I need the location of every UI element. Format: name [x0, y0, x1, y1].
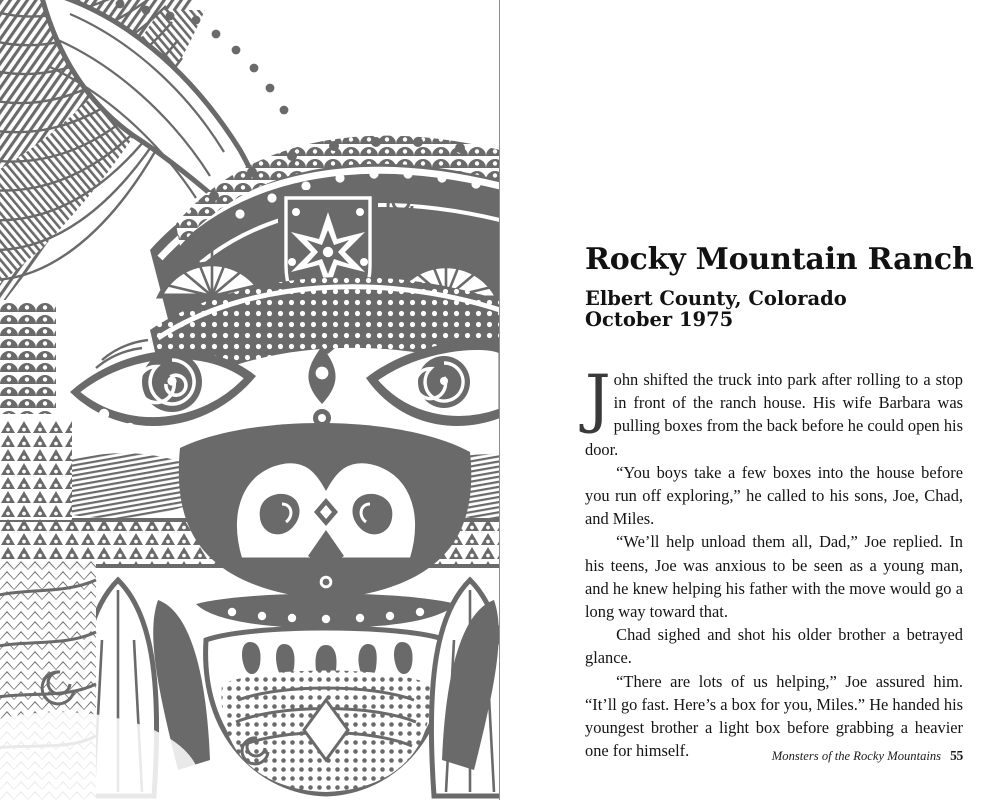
chapter-subtitle — [585, 288, 963, 330]
paragraph-4: Chad sighed and shot his older brother a betrayed glance. — [585, 625, 963, 668]
running-head-title: Monsters of the Rocky Mountains — [771, 749, 942, 763]
chapter-subtitle-location: Elbert County, Colorado — [585, 287, 847, 310]
chapter-subtitle-date: October 1975 — [585, 308, 734, 331]
paragraph-5: “There are lots of us helping,” Joe assured him. “It’ll go fast. Here’s a box for you, Miles.” He handed his youngest brother a light box before grabbing a heavier one for himself. — [585, 671, 963, 761]
text-block — [585, 0, 974, 800]
page-number: 55 — [950, 748, 963, 763]
paragraph-1: John shifted the truck into park after rolling to a stop in front of the ranch house. His wife Barbara was pulling boxes from the back before he could open his door. — [585, 362, 963, 459]
recto-text-page — [500, 0, 1000, 800]
paragraph-3: “We’ll help unload them all, Dad,” Joe replied. In his teens, Joe was anxious to be seen as a young man, and he knew helping his father with the move would go a long way toward that. — [585, 532, 963, 622]
running-footer — [585, 748, 963, 764]
body-copy — [585, 362, 963, 762]
chapter-title: Rocky Mountain Ranch — [585, 242, 974, 277]
paragraph-2: “You boys take a few boxes into the house before you run off exploring,” he called to his sons, Joe, Chad, and Miles. — [585, 462, 963, 529]
